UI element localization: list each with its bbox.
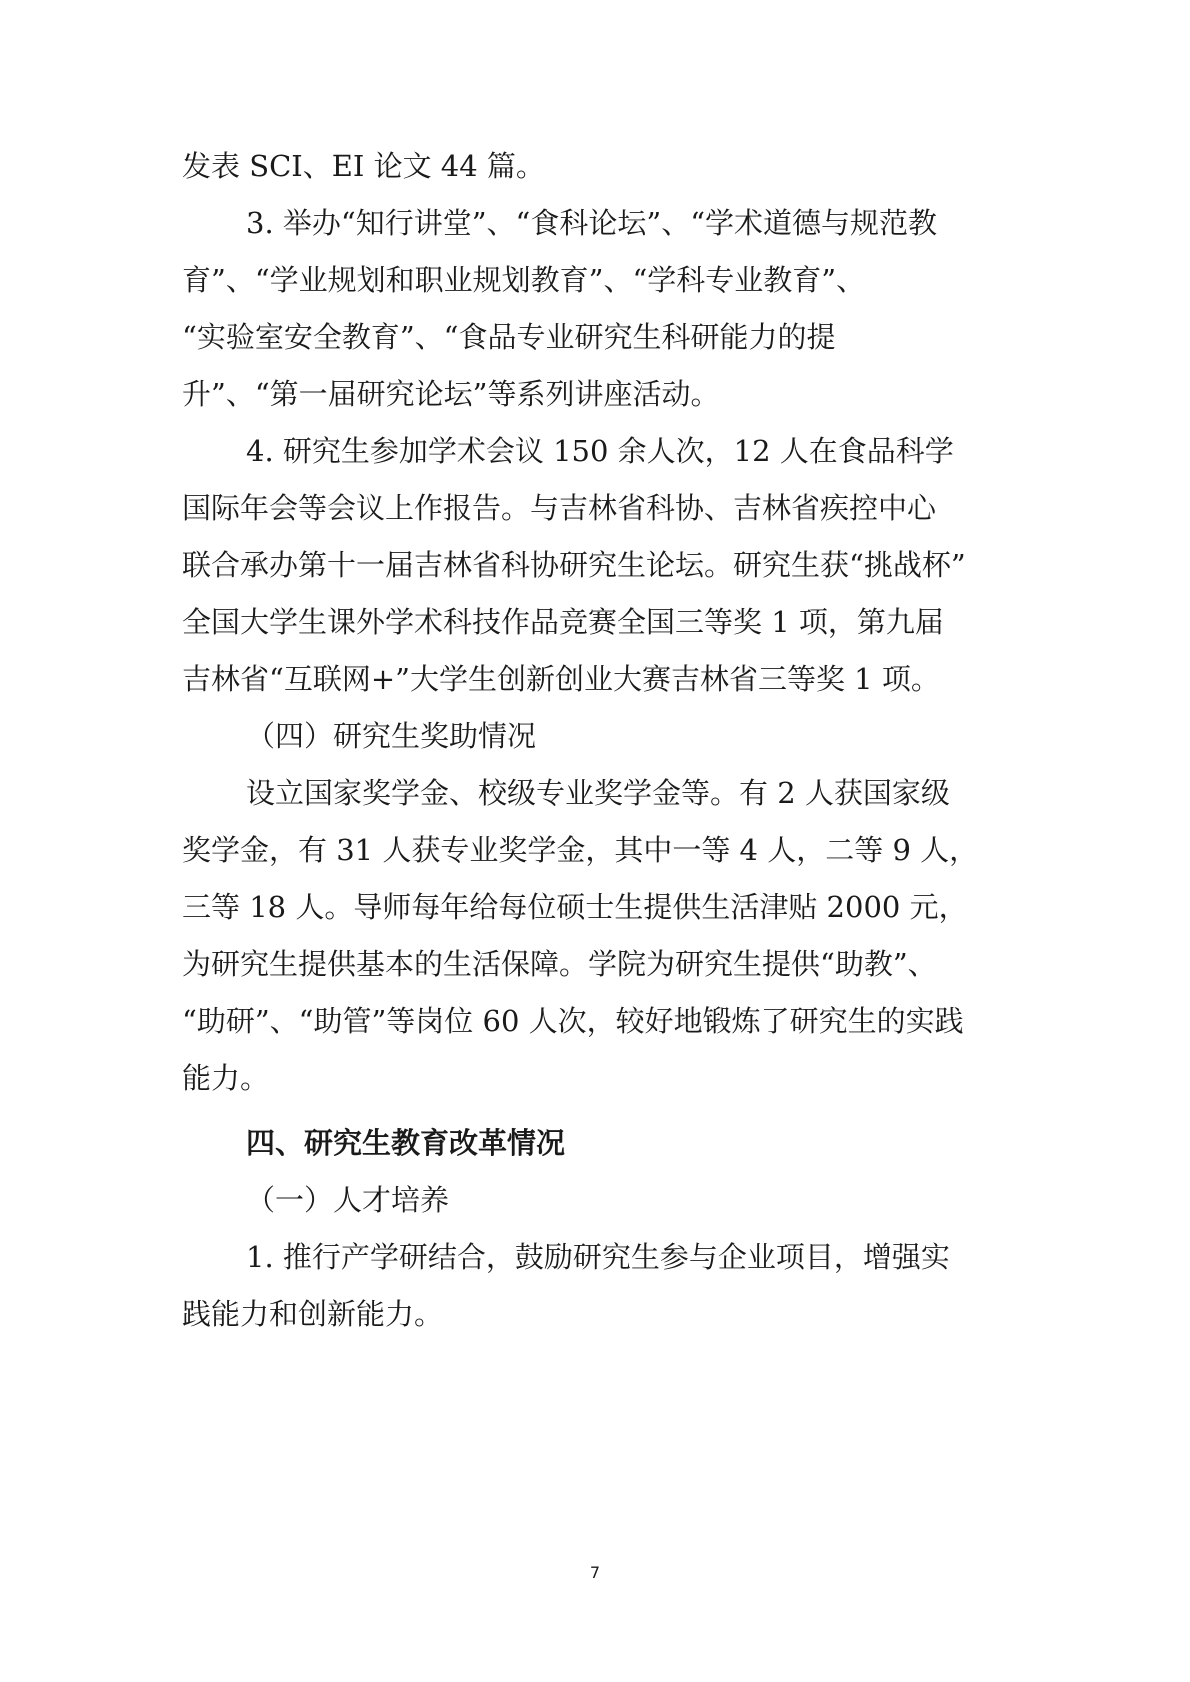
paragraph-line: 全国大学生课外学术科技作品竞赛全国三等奖 1 项，第九届: [182, 605, 944, 639]
paragraph-line: 践能力和创新能力。: [182, 1297, 444, 1331]
paragraph-line: 联合承办第十一届吉林省科协研究生论坛。研究生获“挑战杯”: [182, 548, 966, 582]
paragraph-line: 能力。: [182, 1061, 270, 1095]
paragraph-line: 国际年会等会议上作报告。与吉林省科协、吉林省疾控中心: [182, 491, 937, 525]
paragraph-line: 设立国家奖学金、校级专业奖学金等。有 2 人获国家级: [246, 776, 950, 810]
paragraph-line: 吉林省“互联网+”大学生创新创业大赛吉林省三等奖 1 项。: [182, 662, 940, 696]
subsection-heading: （一）人才培养: [246, 1183, 450, 1217]
paragraph-line: 为研究生提供基本的生活保障。学院为研究生提供“助教”、: [182, 947, 937, 981]
page-number: 7: [589, 1563, 601, 1582]
paragraph-line: 奖学金，有 31 人获专业奖学金，其中一等 4 人，二等 9 人，: [182, 833, 979, 867]
subsection-heading: （四）研究生奖助情况: [246, 719, 537, 753]
paragraph-line: 育”、“学业规划和职业规划教育”、“学科专业教育”、: [182, 263, 866, 297]
paragraph-line: “助研”、“助管”等岗位 60 人次，较好地锻炼了研究生的实践: [182, 1004, 964, 1038]
paragraph-line: 三等 18 人。导师每年给每位硕士生提供生活津贴 2000 元，: [182, 890, 968, 924]
paragraph-line: 1. 推行产学研结合，鼓励研究生参与企业项目，增强实: [246, 1240, 950, 1274]
paragraph-line: 4. 研究生参加学术会议 150 余人次，12 人在食品科学: [246, 434, 954, 468]
section-heading: 四、研究生教育改革情况: [246, 1126, 566, 1160]
paragraph-line: 3. 举办“知行讲堂”、“食科论坛”、“学术道德与规范教: [246, 206, 938, 240]
paragraph-line: 升”、“第一届研究论坛”等系列讲座活动。: [182, 377, 720, 411]
paragraph-line: 发表 SCI、EI 论文 44 篇。: [182, 149, 545, 183]
paragraph-line: “实验室安全教育”、“食品专业研究生科研能力的提: [182, 320, 836, 354]
